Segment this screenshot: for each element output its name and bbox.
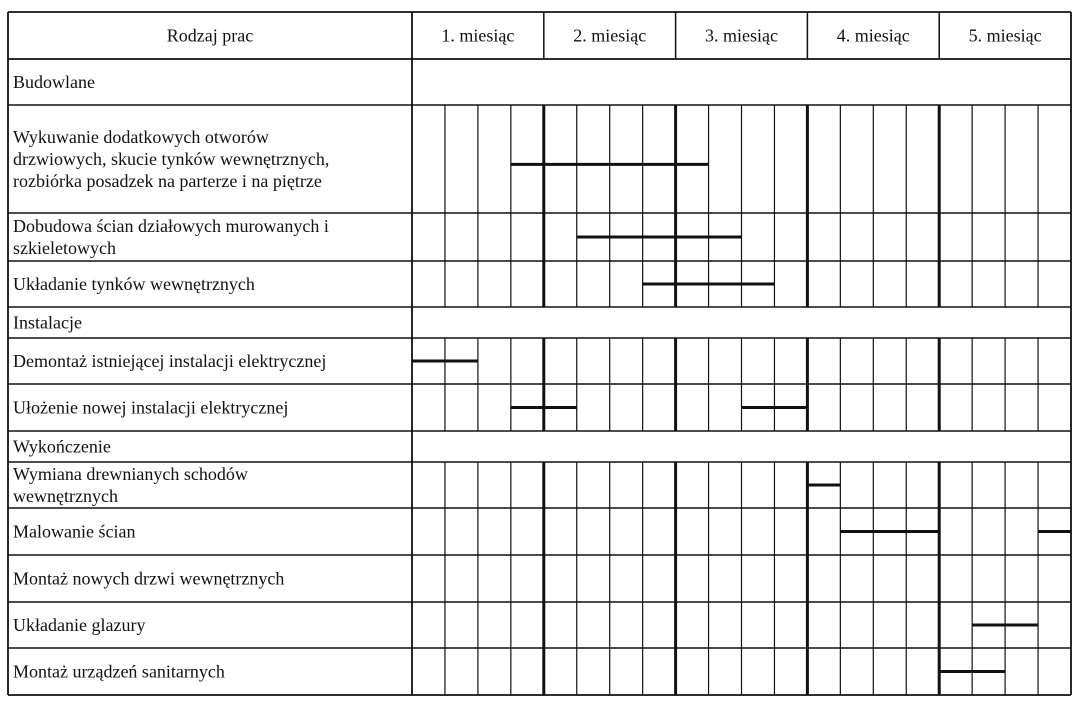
header-month-4: 4. miesiąc xyxy=(836,25,910,46)
section-label: Instalacje xyxy=(13,312,82,333)
task-label: Układanie tynków wewnętrznych xyxy=(13,274,255,294)
task-label: Demontaż istniejącej instalacji elektrycznej xyxy=(13,351,327,371)
header-month-1: 1. miesiąc xyxy=(441,25,515,46)
header-month-5: 5. miesiąc xyxy=(968,25,1042,46)
task-label: szkieletowych xyxy=(13,238,116,258)
task-label: rozbiórka posadzek na parterze i na piętrze xyxy=(13,171,322,191)
task-label: drzwiowych, skucie tynków wewnętrznych, xyxy=(13,149,330,169)
section-label: Budowlane xyxy=(13,72,95,92)
header-month-2: 2. miesiąc xyxy=(573,25,647,46)
task-label: Malowanie ścian xyxy=(13,521,136,542)
task-label: Montaż nowych drzwi wewnętrznych xyxy=(13,568,285,589)
task-label: Układanie glazury xyxy=(13,615,146,635)
header-task-column: Rodzaj prac xyxy=(166,25,254,46)
task-label: Wykuwanie dodatkowych otworów xyxy=(13,127,269,147)
section-label: Wykończenie xyxy=(13,436,111,457)
task-label: Dobudowa ścian działowych murowanych i xyxy=(13,216,329,236)
header-month-3: 3. miesiąc xyxy=(705,25,778,46)
task-label: Montaż urządzeń sanitarnych xyxy=(13,661,225,682)
task-label: Ułożenie nowej instalacji elektrycznej xyxy=(13,397,289,418)
task-label: Wymiana drewnianych schodów xyxy=(13,464,248,484)
task-label: wewnętrznych xyxy=(13,486,118,506)
